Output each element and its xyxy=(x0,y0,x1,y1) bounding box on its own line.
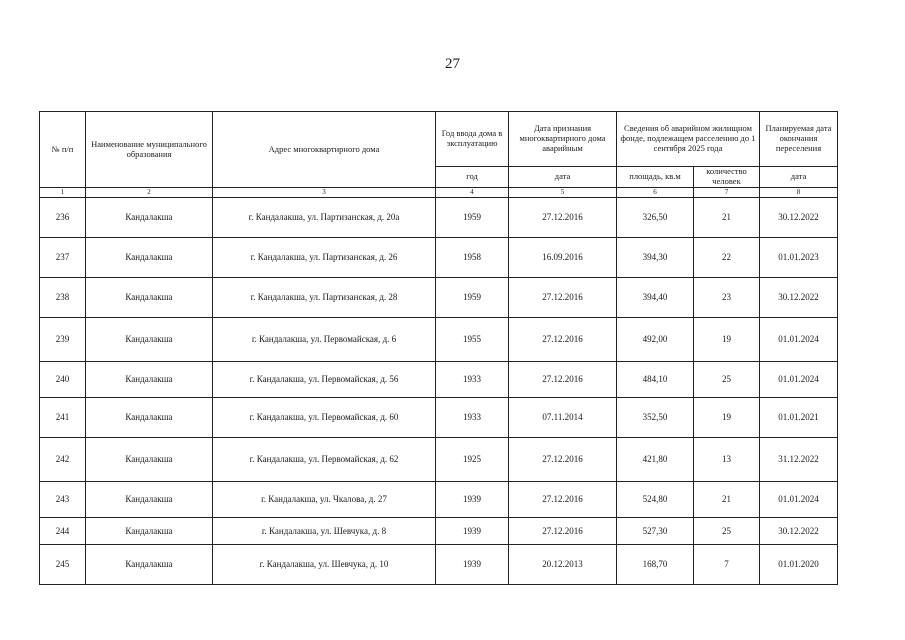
cell-municipality: Кандалакша xyxy=(86,238,213,278)
cell-municipality: Кандалакша xyxy=(86,545,213,585)
cell-no: 243 xyxy=(40,482,86,518)
header-year-built: Год ввода дома в эксплуатацию xyxy=(436,112,509,167)
subheader-people: количество человек xyxy=(694,167,760,188)
cell-people: 13 xyxy=(694,438,760,482)
cell-area: 394,30 xyxy=(617,238,694,278)
table-row xyxy=(40,518,838,545)
cell-end-date: 01.01.2024 xyxy=(760,362,838,398)
column-number-row xyxy=(40,188,838,198)
subheader-end-date: дата xyxy=(760,167,838,188)
cell-date: 27.12.2016 xyxy=(509,362,617,398)
cell-date: 27.12.2016 xyxy=(509,518,617,545)
cell-date: 20.12.2013 xyxy=(509,545,617,585)
cell-people: 19 xyxy=(694,318,760,362)
table-row xyxy=(40,278,838,318)
subheader-date: дата xyxy=(509,167,617,188)
subheader-area: площадь, кв.м xyxy=(617,167,694,188)
cell-date: 27.12.2016 xyxy=(509,198,617,238)
cell-people: 25 xyxy=(694,518,760,545)
cell-end-date: 31.12.2022 xyxy=(760,438,838,482)
cell-year: 1933 xyxy=(436,398,509,438)
cell-year: 1939 xyxy=(436,545,509,585)
column-number: 3 xyxy=(213,188,436,198)
cell-year: 1959 xyxy=(436,198,509,238)
table-row xyxy=(40,198,838,238)
header-emergency-info: Сведения об аварийном жилищном фонде, подлежащем расселению до 1 сентября 2025 года xyxy=(617,112,760,167)
emergency-housing-table xyxy=(39,111,838,585)
column-number: 5 xyxy=(509,188,617,198)
cell-address: г. Кандалакша, ул. Первомайская, д. 60 xyxy=(213,398,436,438)
cell-year: 1939 xyxy=(436,518,509,545)
cell-no: 237 xyxy=(40,238,86,278)
cell-no: 241 xyxy=(40,398,86,438)
cell-municipality: Кандалакша xyxy=(86,482,213,518)
cell-people: 22 xyxy=(694,238,760,278)
cell-area: 492,00 xyxy=(617,318,694,362)
column-number: 4 xyxy=(436,188,509,198)
header-planned-end: Планируемая дата окончания переселения xyxy=(760,112,838,167)
cell-year: 1959 xyxy=(436,278,509,318)
cell-address: г. Кандалакша, ул. Чкалова, д. 27 xyxy=(213,482,436,518)
table-row xyxy=(40,318,838,362)
subheader-year: год xyxy=(436,167,509,188)
cell-area: 394,40 xyxy=(617,278,694,318)
cell-area: 527,30 xyxy=(617,518,694,545)
cell-date: 27.12.2016 xyxy=(509,278,617,318)
cell-area: 524,80 xyxy=(617,482,694,518)
cell-area: 421,80 xyxy=(617,438,694,482)
table-row xyxy=(40,238,838,278)
cell-people: 19 xyxy=(694,398,760,438)
cell-year: 1925 xyxy=(436,438,509,482)
table-row xyxy=(40,482,838,518)
table-row xyxy=(40,362,838,398)
cell-address: г. Кандалакша, ул. Шевчука, д. 10 xyxy=(213,545,436,585)
cell-municipality: Кандалакша xyxy=(86,198,213,238)
cell-address: г. Кандалакша, ул. Первомайская, д. 56 xyxy=(213,362,436,398)
cell-year: 1958 xyxy=(436,238,509,278)
cell-no: 240 xyxy=(40,362,86,398)
page-number: 27 xyxy=(445,56,460,72)
cell-area: 168,70 xyxy=(617,545,694,585)
header-address: Адрес многоквартирного дома xyxy=(213,112,436,188)
cell-address: г. Кандалакша, ул. Партизанская, д. 28 xyxy=(213,278,436,318)
cell-address: г. Кандалакша, ул. Первомайская, д. 6 xyxy=(213,318,436,362)
cell-no: 236 xyxy=(40,198,86,238)
column-number: 6 xyxy=(617,188,694,198)
cell-no: 238 xyxy=(40,278,86,318)
cell-date: 27.12.2016 xyxy=(509,438,617,482)
column-number: 1 xyxy=(40,188,86,198)
cell-end-date: 01.01.2024 xyxy=(760,482,838,518)
cell-address: г. Кандалакша, ул. Шевчука, д. 8 xyxy=(213,518,436,545)
cell-municipality: Кандалакша xyxy=(86,362,213,398)
table-row xyxy=(40,438,838,482)
cell-date: 16.09.2016 xyxy=(509,238,617,278)
cell-address: г. Кандалакша, ул. Партизанская, д. 26 xyxy=(213,238,436,278)
cell-end-date: 01.01.2021 xyxy=(760,398,838,438)
cell-end-date: 30.12.2022 xyxy=(760,198,838,238)
cell-address: г. Кандалакша, ул. Первомайская, д. 62 xyxy=(213,438,436,482)
cell-end-date: 01.01.2024 xyxy=(760,318,838,362)
cell-date: 07.11.2014 xyxy=(509,398,617,438)
cell-end-date: 01.01.2020 xyxy=(760,545,838,585)
cell-municipality: Кандалакша xyxy=(86,278,213,318)
cell-no: 244 xyxy=(40,518,86,545)
header-municipality: Наименование муниципального образования xyxy=(86,112,213,188)
header-date-declared: Дата признания многоквартирного дома аварийным xyxy=(509,112,617,167)
cell-municipality: Кандалакша xyxy=(86,318,213,362)
cell-year: 1939 xyxy=(436,482,509,518)
cell-people: 21 xyxy=(694,198,760,238)
cell-date: 27.12.2016 xyxy=(509,318,617,362)
cell-municipality: Кандалакша xyxy=(86,518,213,545)
cell-end-date: 30.12.2022 xyxy=(760,518,838,545)
cell-year: 1933 xyxy=(436,362,509,398)
cell-year: 1955 xyxy=(436,318,509,362)
column-number: 8 xyxy=(760,188,838,198)
cell-date: 27.12.2016 xyxy=(509,482,617,518)
cell-municipality: Кандалакша xyxy=(86,398,213,438)
cell-no: 239 xyxy=(40,318,86,362)
header-no: № п/п xyxy=(40,112,86,188)
cell-no: 245 xyxy=(40,545,86,585)
cell-people: 25 xyxy=(694,362,760,398)
cell-municipality: Кандалакша xyxy=(86,438,213,482)
cell-no: 242 xyxy=(40,438,86,482)
cell-end-date: 30.12.2022 xyxy=(760,278,838,318)
cell-area: 352,50 xyxy=(617,398,694,438)
column-number: 2 xyxy=(86,188,213,198)
cell-address: г. Кандалакша, ул. Партизанская, д. 20а xyxy=(213,198,436,238)
column-number: 7 xyxy=(694,188,760,198)
table-row xyxy=(40,398,838,438)
cell-people: 23 xyxy=(694,278,760,318)
cell-people: 7 xyxy=(694,545,760,585)
cell-people: 21 xyxy=(694,482,760,518)
cell-area: 484,10 xyxy=(617,362,694,398)
table-row xyxy=(40,545,838,585)
cell-end-date: 01.01.2023 xyxy=(760,238,838,278)
cell-area: 326,50 xyxy=(617,198,694,238)
